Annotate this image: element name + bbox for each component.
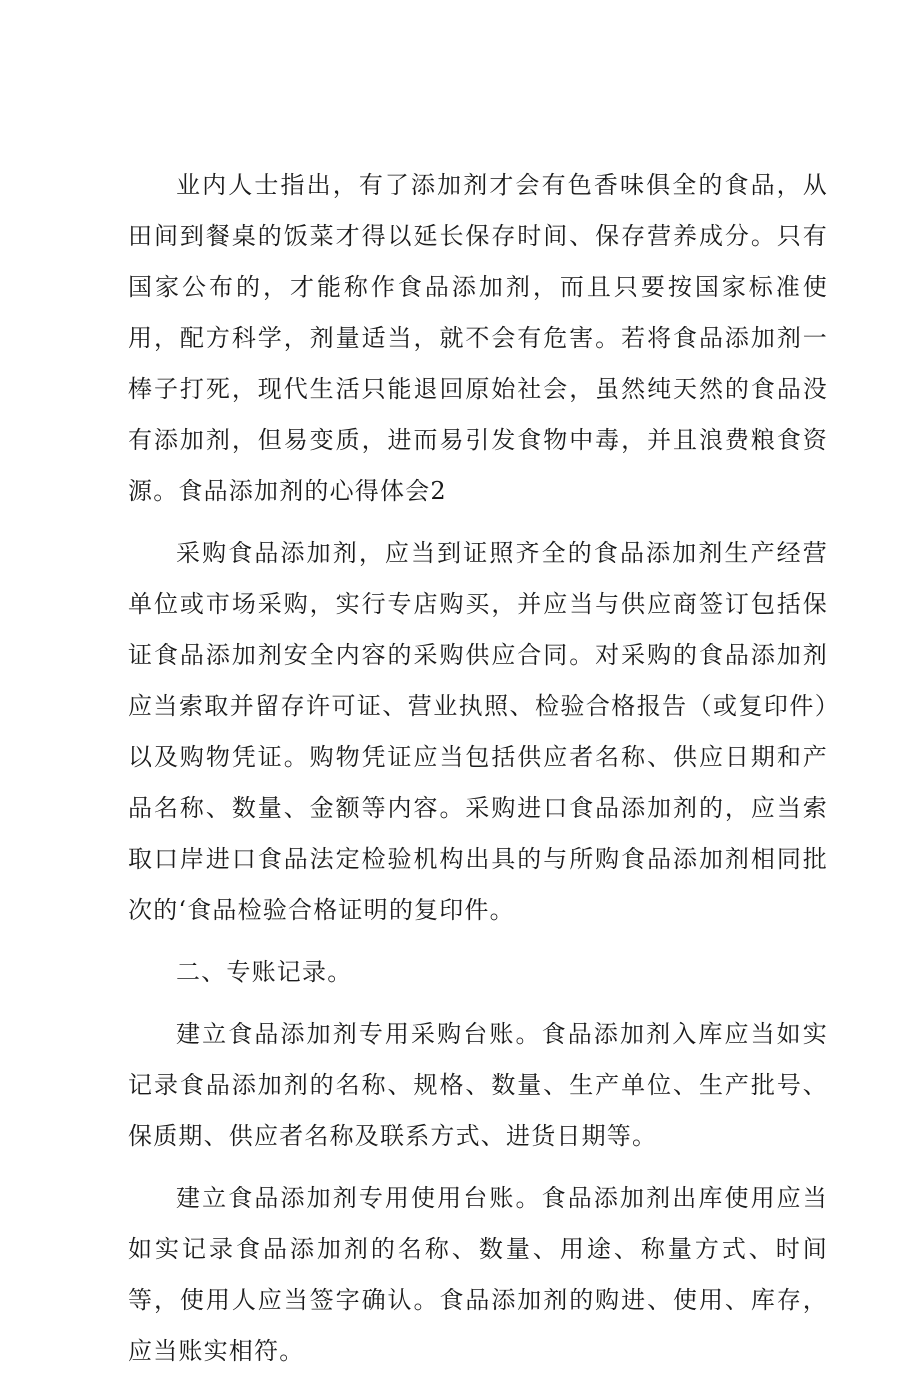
paragraph-procurement: 采购食品添加剂，应当到证照齐全的食品添加剂生产经营单位或市场采购，实行专店购买，并应当与供应商签订包括保证食品添加剂安全内容的采购供应合同。对采购的食品添加剂应当索取并留存许可证、营业执照、检验合格报告（或复印件）以及购物凭证。购物凭证应当包括供应者名称、供应日期和产品名称、数量、金额等内容。采购进口食品添加剂的，应当索取口岸进口食品法定检验机构出具的与所购食品添加剂相同批次的‘食品检验合格证明的复印件。: [128, 539, 828, 924]
document-body: [128, 160, 828, 1388]
paragraph-additive-opinion: 业内人士指出，有了添加剂才会有色香味俱全的食品，从田间到餐桌的饭菜才得以延长保存时间、保存营养成分。只有国家公布的，才能称作食品添加剂，而且只要按国家标准使用，配方科学，剂量适当，就不会有危害。若将食品添加剂一棒子打死，现代生活只能退回原始社会，虽然纯天然的食品没有添加剂，但易变质，进而易引发食物中毒，并且浪费粮食资源。食品添加剂的心得体会2: [128, 171, 828, 505]
paragraph-usage-ledger: 建立食品添加剂专用使用台账。食品添加剂出库使用应当如实记录食品添加剂的名称、数量、用途、称量方式、时间等，使用人应当签字确认。食品添加剂的购进、使用、库存，应当账实相符。: [128, 1184, 828, 1365]
section-heading-ledger: 二、专账记录。: [176, 958, 353, 986]
paragraph-purchase-ledger: 建立食品添加剂专用采购台账。食品添加剂入库应当如实记录食品添加剂的名称、规格、数量、生产单位、生产批号、保质期、供应者名称及联系方式、进货日期等。: [128, 1020, 828, 1150]
